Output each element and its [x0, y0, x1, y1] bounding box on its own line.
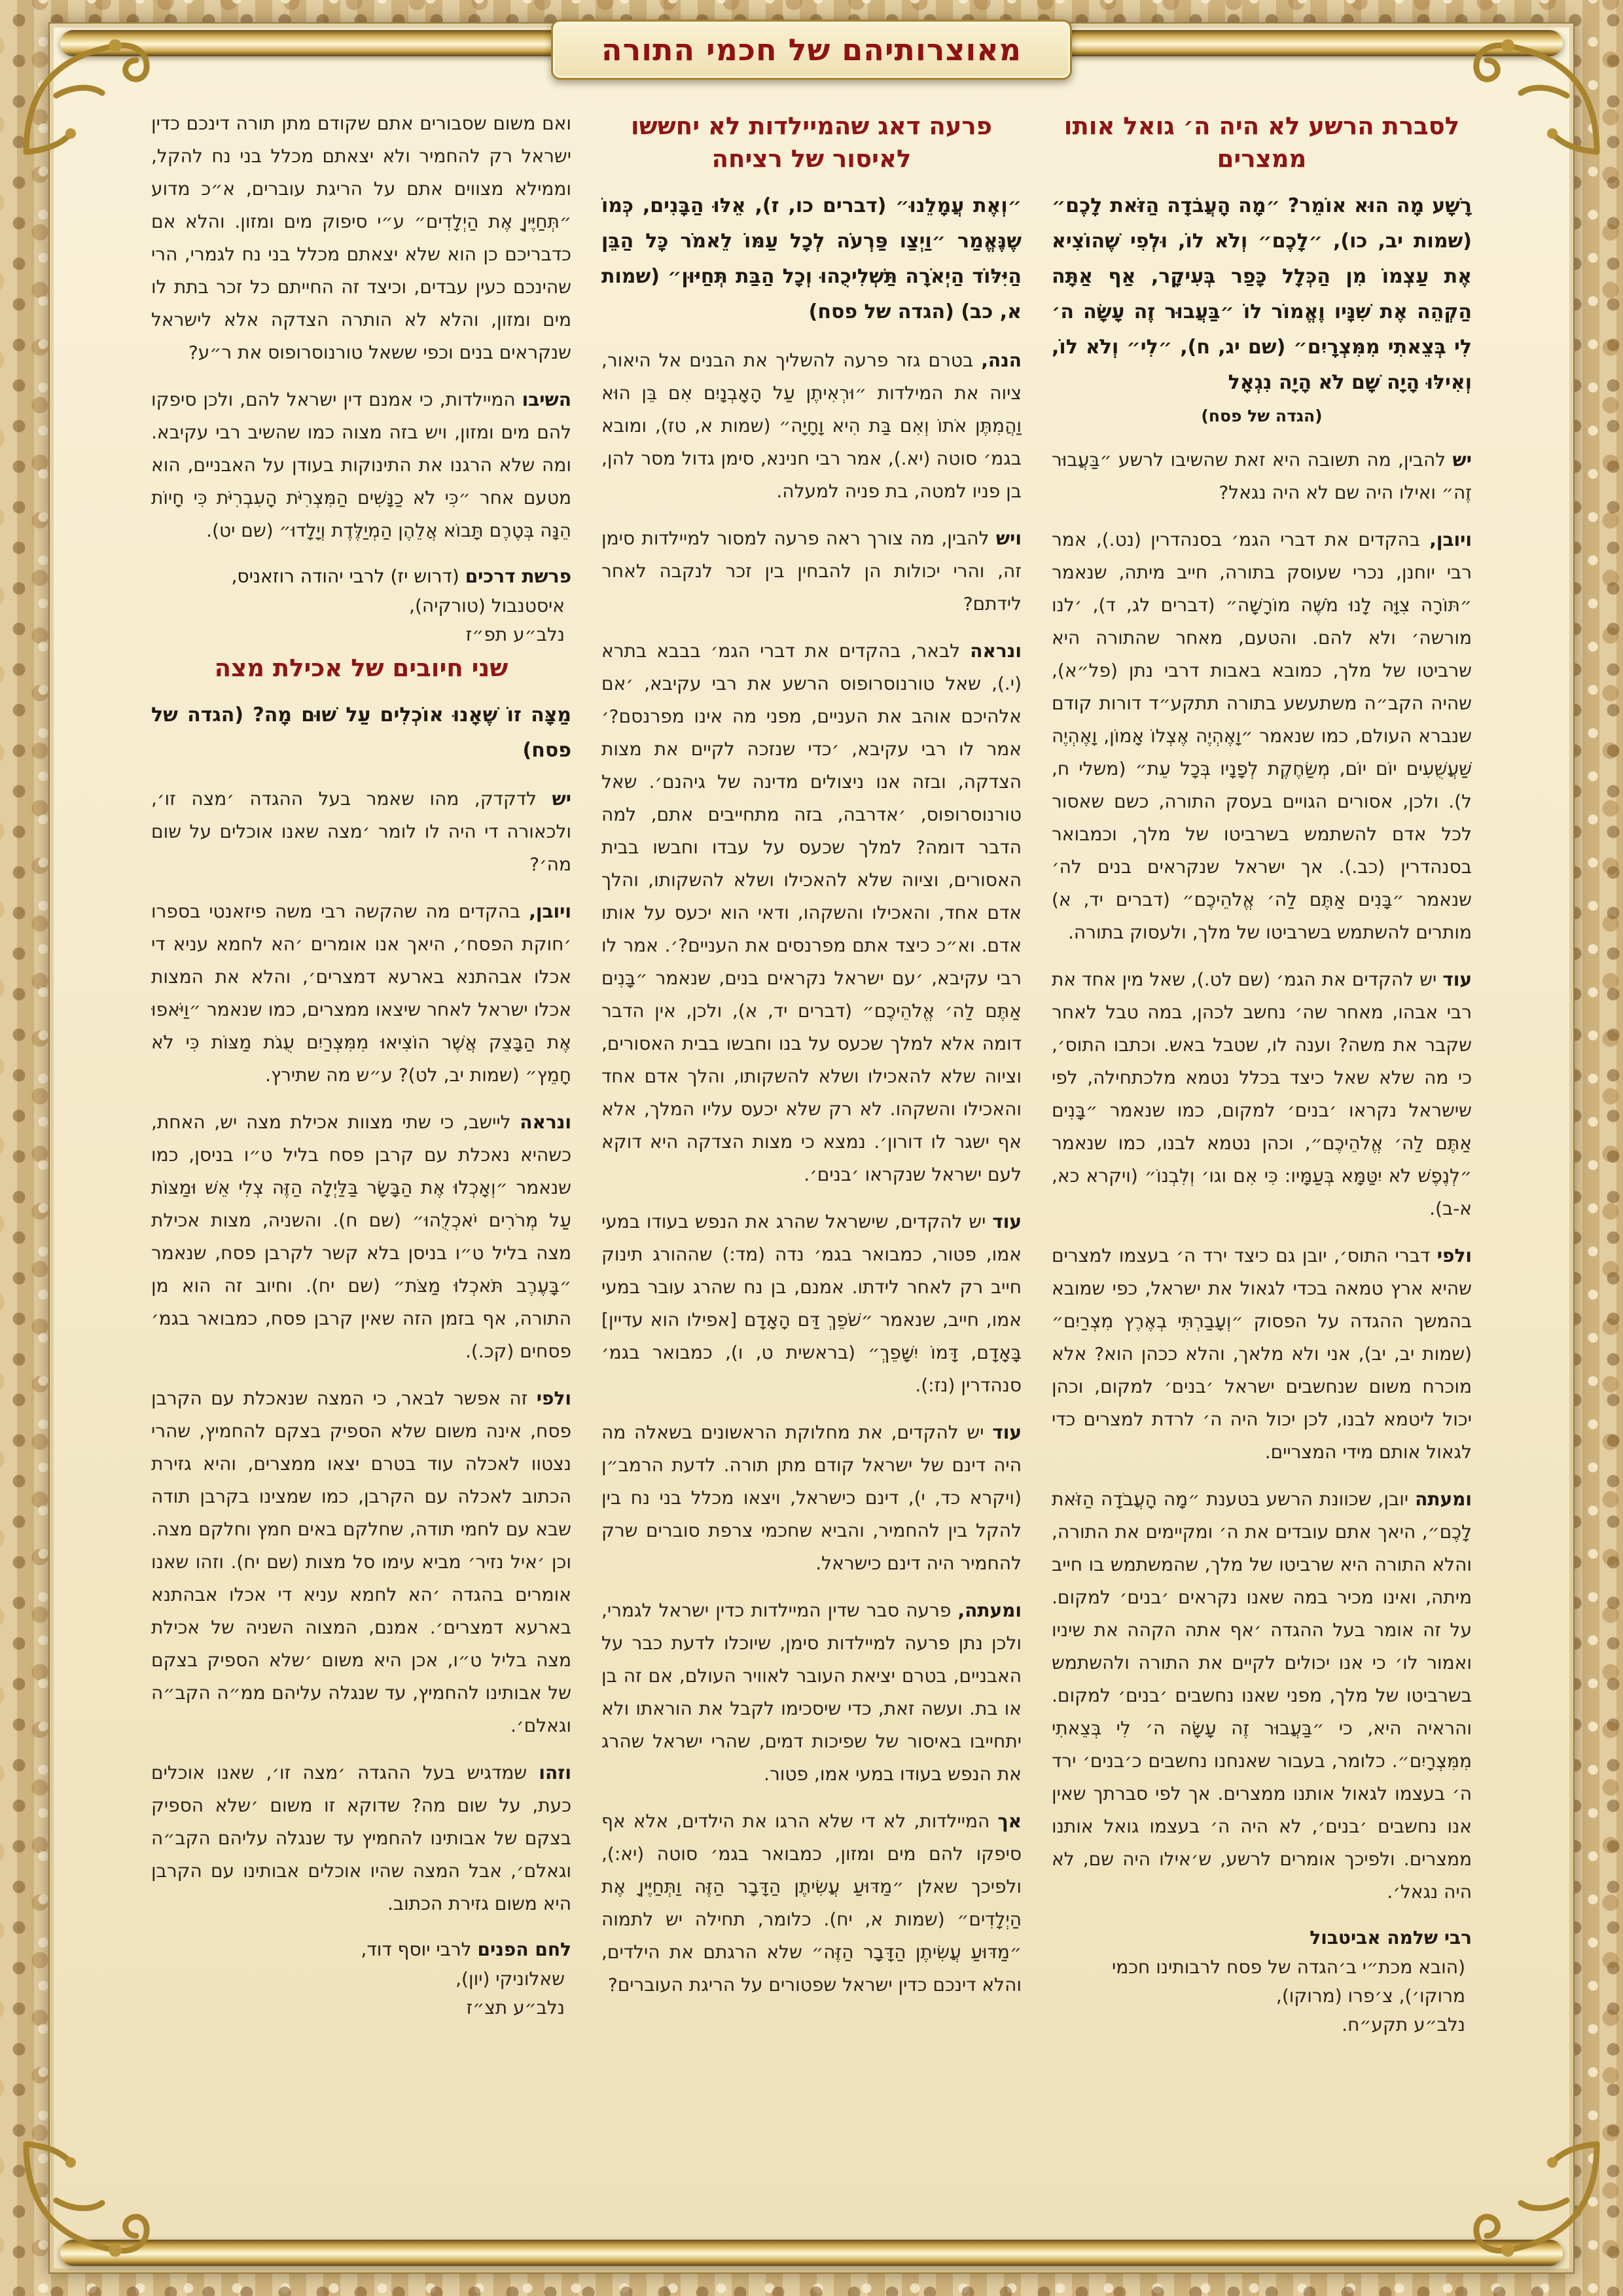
quote-source: (הגדה של פסח) [1201, 406, 1323, 425]
source-attribution: לחם הפנים לרבי יוסף דוד, [361, 1939, 571, 1960]
haggadah-quote: רָשָׁע מָה הוּא אוֹמֵר? ״מָה הָעֲבֹדָה הַזֹּאת לָכֶם״ (שמות יב, כו), ״לָכֶם״ וְלֹא לוֹ, וּלְפִי שֶׁהוֹצִיא אֶת עַצְמוֹ מִן הַכְּלָל כָּפַר בְּעִיקָר, אַף אַתָּה הַקְהֵה אֶת שִׁנָּיו וֶאֱמוֹר לוֹ ״בַּעֲבוּר זֶה עָשָׂה ה׳ לִי בְּצֵאתִי מִמִּצְרָיִם״ (שם יג, ח), ״לִי״ וְלֹא לוֹ, וְאִילּוּ הָיָה שָׁם לֹא הָיָה נִגְאָל [1052, 194, 1472, 394]
source-attribution: פרשת דרכים (דרוש יז) לרבי יהודה רוזאניס, [231, 565, 571, 587]
content-panel [48, 22, 1575, 2274]
source-attribution-line: (הובא מכת״י ב׳הגדה של פסח לרבותינו חכמי מרוקו׳), צ׳פרו (מרוקו), [1111, 1956, 1465, 2007]
source-attribution-line: נלב״ע תצ״ז [466, 1997, 565, 2018]
body-paragraph: ויובן, בהקדים מה שהקשה רבי משה פיזאנטי בספרו ׳חוקת הפסח׳, היאך אנו אומרים ׳הא לחמא עניא די אכלו אבהתנא בארעא דמצרים׳, והלא את המצות אכלו ישראל לאחר שיצאו ממצרים, כמו שנאמר ״וַיֹּאפוּ אֶת הַבָּצֵק אֲשֶׁר הוֹצִיאוּ מִמִּצְרַיִם עֻגֹת מַצּוֹת כִּי לֹא חָמֵץ״ (שמות יב, לט)? ע״ש מה שתירץ. [151, 901, 571, 1086]
body-paragraph: עוד יש להקדים, שישראל שהרג את הנפש בעודו במעי אמו, פטור, כמבואר בגמ׳ נדה (מד:) שההורג תינוק חייב רק לאחר לידתו. אמנם, בן נח שהרג עובר במעי אמו, חייב, שנאמר ״שֹׁפֵךְ דַּם הָאָדָם [אפילו הוא עדיין] בָּאָדָם, דָּמוֹ יִשָּׁפֵךְ״ (בראשית ט, ו), כמבואר בגמ׳ סנהדרין (נז:). [601, 1211, 1022, 1396]
body-paragraph: עוד יש להקדים את הגמ׳ (שם לט.), שאל מין אחד את רבי אבהו, מאחר שה׳ נחשב לכהן, במה טבל לאחר שקבר את משה? וענה לו, שטבל באש. וכתבו התוס׳, כי מה שלא שאל כיצד בכלל נטמא מלכתחילה, לפי שישראל נקראו ׳בנים׳ למקום, כמו שנאמר ״בָּנִים אַתֶּם לַה׳ אֱלֹהֵיכֶם״, וכהן נטמא לבנו, כמו שנאמר ״לְנֶפֶשׁ לֹא יִטַּמָּא בְּעַמָּיו: כִּי אִם וגו׳ וְלִבְנוֹ״ (ויקרא כא, א-ב). [1052, 969, 1472, 1219]
body-paragraph: ונראה ליישב, כי שתי מצוות אכילת מצה יש, האחת, כשהיא נאכלת עם קרבן פסח בליל ט״ו בניסן, כמו שנאמר ״וְאָכְלוּ אֶת הַבָּשָׂר בַּלַּיְלָה הַזֶּה צְלִי אֵשׁ וּמַצּוֹת עַל מְרֹרִים יֹאכְלֻהוּ״ (שם ח). והשניה, מצות אכילת מצה בליל ט״ו בניסן בלא קשר לקרבן פסח, שנאמר ״בָּעֶרֶב תֹּאכְלוּ מַצֹּת״ (שם יח). וחיוב זה הוא מן התורה, אף בזמן הזה שאין קרבן פסח, כמבואר בגמ׳ פסחים (קכ.). [151, 1111, 571, 1362]
source-attribution [1052, 1923, 1472, 1953]
paragraph-lead-word: ונראה [970, 640, 1022, 662]
source-book-name: לחם הפנים [477, 1939, 571, 1960]
body-paragraph: וזהו שמדגיש בעל ההגדה ׳מצה זו׳, שאנו אוכלים כעת, על שום מה? שדוקא זו משום ׳שלא הספיק בצקם של אבותינו להחמיץ עד שנגלה עליהם הקב״ה וגאלם׳, אבל המצה שהיו אוכלים אבותינו עם הקרבן היא משום גזירת הכתוב. [151, 1762, 571, 1914]
paragraph-lead-word: עוד [1442, 969, 1472, 990]
article-columns [151, 107, 1472, 2225]
column-right [1052, 107, 1472, 2225]
paragraph-lead-word: יש [1452, 449, 1472, 471]
section-heading: פרעה דאג שהמיילדות לא יחששו לאיסור של רציחה [630, 112, 993, 173]
source-attribution-line: איסטנבול (טורקיה), [409, 595, 565, 617]
body-paragraph: השיבו המיילדות, כי אמנם דין ישראל להם, ולכן סיפקו להם מים ומזון, ויש בזה מצוה כמו שהשיב רבי עקיבא. ומה שלא הרגנו את התינוקות בעודן על האבניים, הוא מטעם אחר ״כִּי לֹא כַנָּשִׁים הַמִּצְרִיֹּת הָעִבְרִיֹּת כִּי חָיוֹת הֵנָּה בְּטֶרֶם תָּבוֹא אֲלֵהֶן הַמְיַלֶּדֶת וְיָלָדוּ״ (שם יט). [151, 389, 571, 541]
source-book-name: רבי שלמה אביטבול [1310, 1927, 1472, 1948]
section-heading: שני חיובים של אכילת מצה [214, 654, 508, 682]
paragraph-lead-word: יש [552, 788, 571, 810]
paragraph-lead-word: ולפי [536, 1388, 571, 1409]
bottom-gold-bar [60, 2240, 1563, 2266]
body-paragraph: ונראה לבאר, בהקדים את דברי הגמ׳ בבבא בתרא (י.), שאל טורנוסרופוס הרשע את רבי עקיבא, ׳אם אלהיכם אוהב את העניים, מפני מה אינו מפרנסם?׳ אמר לו רבי עקיבא, ׳כדי שנזכה לקיים את מצות הצדקה, ובזה אנו ניצולים מדינה של גיהנם׳. שאל טורנוסרופוס, ׳אדרבה, בזה מתחייבים אתם, למה הדבר דומה? למלך שכעס על עבדו וחבשו בבית האסורים, וציוה שלא להאכילו ושלא להשקותו, והלך אדם אחד, והאכילו והשקהו, ודאי הוא יכעס על אותו אדם. וא״כ כיצד אתם מפרנסים את העניים?׳. אמר לו רבי עקיבא, ׳עם ישראל נקראים בנים, שנאמר ״בָּנִים אַתֶּם לַה׳ אֱלֹהֵיכֶם״ (דברים יד, א), ולכן, אין הדבר דומה אלא למלך שכעס על בנו וחבשו בבית האסורים, וציוה שלא להאכילו ושלא להשקותו, והלך אדם אחד והאכילו והשקהו. לא רק שלא יכעס עליו המלך, אלא אף ישגר לו דורון׳. נמצא כי מצות הצדקה היא דוקא לעם ישראל שנקראו ׳בנים׳. [601, 640, 1022, 1185]
source-attribution-line: נלב״ע תקע״ח. [1342, 2014, 1465, 2036]
paragraph-lead-word: ויובן, [529, 901, 571, 922]
paragraph-lead-word: אך [997, 1810, 1022, 1832]
paragraph-lead-word: ויובן, [1429, 529, 1472, 550]
body-paragraph: ויובן, בהקדים את דברי הגמ׳ בסנהדרין (נט.), אמר רבי יוחנן, נכרי שעוסק בתורה, חייב מיתה, שנאמר ״תּוֹרָה צִוָּה לָנוּ מֹשֶׁה מוֹרָשָׁה״ (דברים לג, ד), ׳לנו מורשה׳ ולא להם. והטעם, מאחר שהתורה היא שרביטו של מלך, כמובא באבות דרבי נתן (פל״א), שהיה הקב״ה משתעשע בתורה תתקע״ד דורות קודם שנברא העולם, כמו שנאמר ״וָאֶהְיֶה אֶצְלוֹ אָמוֹן, וָאֶהְיֶה שַׁעֲשֻׁעִים יוֹם יוֹם, מְשַׂחֶקֶת לְפָנָיו בְּכָל עֵת״ (משלי ח, ל). ולכן, אסורים הגויים בעסק התורה, כשם שאסור לכל אדם להשתמש בשרביטו של מלך, וכמבואר בסנהדרין (כב.). אך ישראל שנקראים בנים לה׳ שנאמר ״בָּנִים אַתֶּם לַה׳ אֱלֹהֵיכֶם״ (דברים יד, א) מותרים להשתמש בשרביטו של מלך, ולעסוק בתורה. [1052, 529, 1472, 943]
body-paragraph: יש להבין, מה תשובה היא זאת שהשיבו לרשע ״בַּעֲבוּר זֶה״ ואילו היה שם לא היה נגאל? [1052, 449, 1472, 503]
paragraph-lead-word: עוד [992, 1422, 1022, 1443]
haggadah-quote: מַצָּה זוֹ שֶׁאָנוּ אוֹכְלִים עַל שׁוּם מָה? (הגדה של פסח) [151, 704, 571, 762]
source-book-name: פרשת דרכים [465, 565, 571, 587]
paragraph-lead-word: עוד [992, 1211, 1022, 1232]
body-paragraph: ויש להבין, מה צורך ראה פרעה למסור למיילדות סימן זה, והרי יכולות הן להבחין בין זכר לנקבה לאחר לידתם? [601, 528, 1022, 615]
paragraph-lead-word: וזהו [539, 1762, 571, 1784]
body-paragraph: עוד יש להקדים, את מחלוקת הראשונים בשאלה מה היה דינם של ישראל קודם מתן תורה. לדעת הרמב״ן (ויקרא כד, י), דינם כישראל, ויצאו מכלל בני נח בין להקל בין להחמיר, והביא שחכמי צרפת סוברים שרק להחמיר היה דינם כישראל. [601, 1422, 1022, 1574]
body-paragraph: ומעתה יובן, שכוונת הרשע בטענת ״מָה הָעֲבֹדָה הַזֹּאת לָכֶם״, היאך אתם עובדים את ה׳ ומקיימים את התורה, והלא התורה היא שרביטו של מלך, שהמשתמש בו חייב מיתה, ואינו מכיר במה שאנו נקראים ׳בנים׳ למקום. על זה אומר בעל ההגדה ׳אף אתה הקהה את שיניו ואמור לו׳ כי אנו יכולים לקיים את התורה ולהשתמש בשרביטו של מלך, מפני שאנו נחשבים ׳בנים׳ למקום. והראיה היא, כי ״בַּעֲבוּר זֶה עָשָׂה ה׳ לִי בְּצֵאתִי מִמִּצְרָיִם״. כלומר, בעבור שאנחנו נחשבים כ׳בנים׳ ירד ה׳ בעצמו לגאול אותנו ממצרים. אך לפי סברתך שאין אנו נחשבים ׳בנים׳, לא היה ה׳ בעצמו גואל אותנו ממצרים. ולפיכך אומרים לרשע, ש׳אילו היה שם, לא היה נגאל׳. [1052, 1488, 1472, 1903]
source-attribution-line: נלב״ע תפ״ז [465, 624, 565, 645]
column-left [151, 107, 571, 2225]
body-paragraph: הנה, בטרם גזר פרעה להשליך את הבנים אל היאור, ציוה את המילדות ״וּרְאִיתֶן עַל הָאָבְנָיִם אִם בֵּן הוּא וַהֲמִתֶּן אֹתוֹ וְאִם בַּת הִיא וָחָיָה״ (שמות א, טז), ומובא בגמ׳ סוטה (יא.), אמר רבי חנינא, סימן גדול מסר להן, בן פניו למטה, בת פניה למעלה. [601, 350, 1022, 502]
section-heading: לסברת הרשע לא היה ה׳ גואל אותו ממצרים [1063, 112, 1460, 173]
page-title: מאוצרותיהם של חכמי התורה [601, 32, 1022, 67]
title-banner [551, 20, 1072, 80]
paragraph-lead-word: ונראה [520, 1111, 571, 1133]
column-middle [601, 107, 1022, 2225]
paragraph-lead-word: ומעתה, [957, 1600, 1022, 1621]
body-paragraph: ומעתה, פרעה סבר שדין המיילדות כדין ישראל לגמרי, ולכן נתן פרעה למיילדות סימן, שיוכלו לדעת כבר על האבניים, בטרם יציאת העובר לאוויר העולם, אם זה בן או בת. ועשה זאת, כדי שיסכימו לקבל את הוראתו ולא יתחייבו באיסור של שפיכות דמים, שהרי ישראל שהרג את הנפש בעודו במעי אמו, פטור. [601, 1600, 1022, 1785]
body-paragraph: ולפי זה אפשר לבאר, כי המצה שנאכלת עם הקרבן פסח, אינה משום שלא הספיק בצקם להחמיץ, שהרי נצטוו לאכלה עוד בטרם יצאו ממצרים, והיא גזירת הכתוב לאכלה עם הקרבן, כמו שמצינו בקרבן תודה שבא עם לחמי תודה, שחלקם באים חמץ וחלקם מצה. וכן ׳איל נזיר׳ מביא עימו סל מצות (שם יח). וזהו שאנו אומרים בהגדה ׳הא לחמא עניא די אכלו אבהתנא בארעא דמצרים׳. אמנם, המצוה השניה של אכילת מצה בליל ט״ו, אכן היא משום ׳שלא הספיק בצקם של אבותינו להחמיץ, עד שנגלה עליהם ממ״ה הקב״ה וגאלם׳. [151, 1388, 571, 1736]
body-paragraph: יש לדקדק, מהו שאמר בעל ההגדה ׳מצה זו׳, ולכאורה די היה לו לומר ׳מצה שאנו אוכלים על שום מה׳? [151, 788, 571, 875]
paragraph-lead-word: הנה, [981, 350, 1022, 371]
body-paragraph: אך המיילדות, לא די שלא הרגו את הילדים, אלא אף סיפקו להם מים ומזון, כמבואר בגמ׳ סוטה (יא:), ולפיכך שאלן ״מַדּוּעַ עֲשִׂיתֶן הַדָּבָר הַזֶּה וַתְּחַיֶּיןָ אֶת הַיְלָדִים״ (שמות א, יח). כלומר, תחילה יש לתמוה ״מַדּוּעַ עֲשִׂיתֶן הַדָּבָר הַזֶּה״ שלא הרגתם את הילדים, והלא דינכם כדין ישראל שפטורים על הריגת העוברים? [601, 1810, 1022, 1996]
paragraph-lead-word: ולפי [1436, 1245, 1472, 1266]
paragraph-lead-word: השיבו [522, 389, 571, 410]
haggadah-quote: ״וְאֶת עֲמָלֵנוּ״ (דברים כו, ז), אֵלּוּ הַבָּנִים, כְּמוֹ שֶׁנֶּאֱמַר ״וַיְצַו פַּרְעֹה לְכָל עַמּוֹ לֵאמֹר כָּל הַבֵּן הַיִּלּוֹד הַיְאֹרָה תַּשְׁלִיכֻהוּ וְכָל הַבַּת תְּחַיּוּן״ (שמות א, כב) (הגדה של פסח) [601, 194, 1022, 323]
paragraph-lead-word: ומעתה [1415, 1488, 1472, 1510]
body-paragraph: ואם משום שסבורים אתם שקודם מתן תורה דינכם כדין ישראל רק להחמיר ולא יצאתם מכלל בני נח להקל, וממילא מצווים אתם על הריגת עוברים, א״כ מדוע ״תְּחַיֶּיןָ אֶת הַיְלָדִים״ ע״י סיפוק מים ומזון. והלא אם כדבריכם כן הוא שלא יצאתם מכלל בני נח לגמרי, הרי שהינכם כעין עבדים, וכיצד זה החייתם כל זכר בתת לו מים ומזון, והלא לא הותרה הצדקה אלא לישראל שנקראים בנים וכפי ששאל טורנוסרופוס את ר״ע? [151, 113, 571, 363]
paragraph-lead-word: ויש [995, 528, 1022, 549]
source-attribution-line: שאלוניקי (יון), [455, 1968, 565, 1990]
body-paragraph: ולפי דברי התוס׳, יובן גם כיצד ירד ה׳ בעצמו למצרים שהיא ארץ טמאה בכדי לגאול את ישראל, כפי שמובא בהמשך ההגדה על הפסוק ״וְעָבַרְתִּי בְאֶרֶץ מִצְרַיִם״ (שמות יב, יב), אני ולא מלאך, והלא ככהן הוא? אלא מוכרח משום שנחשבים ישראל ׳בנים׳ למקום, וכהן יכול ליטמא לבנו, לכן יכול היה ה׳ לרדת למצרים כדי לגאול אותם מידי המצריים. [1052, 1245, 1472, 1463]
